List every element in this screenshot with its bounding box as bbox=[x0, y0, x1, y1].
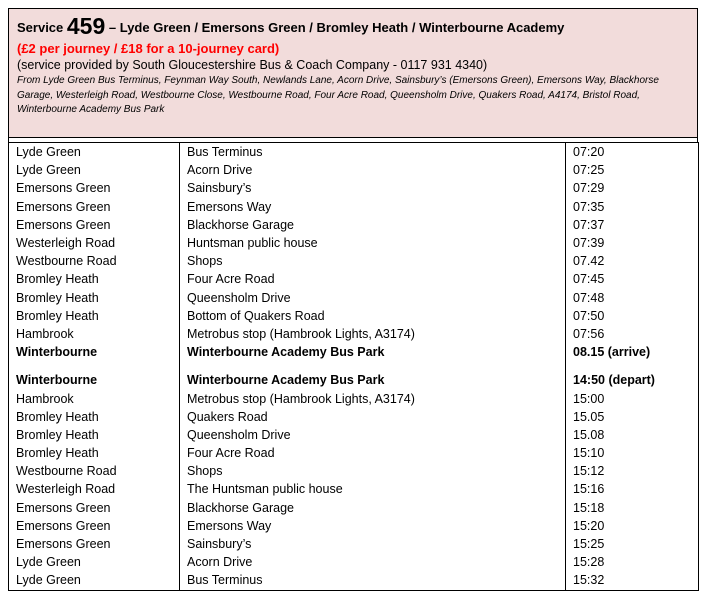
area-cell: Winterbourne bbox=[9, 343, 180, 361]
area-cell: Lyde Green bbox=[9, 553, 180, 571]
area-cell: Hambrook bbox=[9, 389, 180, 407]
stop-cell: Huntsman public house bbox=[180, 234, 566, 252]
fare-info: (£2 per journey / £18 for a 10-journey card) bbox=[17, 41, 280, 56]
stop-cell: The Huntsman public house bbox=[180, 480, 566, 498]
time-cell: 07:37 bbox=[566, 216, 699, 234]
area-cell: Emersons Green bbox=[9, 499, 180, 517]
afternoon-row bbox=[9, 480, 699, 498]
stop-cell: Emersons Way bbox=[180, 517, 566, 535]
stop-cell: Quakers Road bbox=[180, 408, 566, 426]
area-cell: Emersons Green bbox=[9, 216, 180, 234]
section-gap bbox=[9, 361, 699, 371]
time-cell: 15:10 bbox=[566, 444, 699, 462]
time-cell: 07:45 bbox=[566, 270, 699, 288]
time-cell: 15:32 bbox=[566, 571, 699, 590]
area-cell: Bromley Heath bbox=[9, 408, 180, 426]
gap-cell bbox=[9, 361, 180, 371]
morning-row bbox=[9, 270, 699, 288]
stop-cell: Bus Terminus bbox=[180, 143, 566, 162]
area-cell: Hambrook bbox=[9, 325, 180, 343]
area-cell: Bromley Heath bbox=[9, 307, 180, 325]
time-cell: 15:12 bbox=[566, 462, 699, 480]
time-cell: 07:48 bbox=[566, 289, 699, 307]
stop-cell: Four Acre Road bbox=[180, 270, 566, 288]
timetable-sheet bbox=[8, 8, 698, 591]
area-cell: Emersons Green bbox=[9, 179, 180, 197]
morning-row bbox=[9, 179, 699, 197]
stop-cell: Winterbourne Academy Bus Park bbox=[180, 343, 566, 361]
service-word: Service bbox=[17, 20, 64, 35]
area-cell: Bromley Heath bbox=[9, 426, 180, 444]
morning-row bbox=[9, 325, 699, 343]
afternoon-row bbox=[9, 408, 699, 426]
area-cell: Lyde Green bbox=[9, 143, 180, 162]
stop-cell: Sainsbury’s bbox=[180, 179, 566, 197]
area-cell: Bromley Heath bbox=[9, 289, 180, 307]
stop-cell: Acorn Drive bbox=[180, 161, 566, 179]
time-cell: 15:18 bbox=[566, 499, 699, 517]
afternoon-row bbox=[9, 389, 699, 407]
time-cell: 15:28 bbox=[566, 553, 699, 571]
time-cell: 15.05 bbox=[566, 408, 699, 426]
route-detail: From Lyde Green Bus Terminus, Feynman Way South, Newlands Lane, Acorn Drive, Sainsbury’s (Emersons Green), Emersons Way, Blackhorse Garage, Westerleigh Road, Westbourne Close, Westbourne Road, Four Acre Road, Queensholm Drive, Quakers Road, A4174, Bristol Road, Winterbourne Academy Bus Park bbox=[17, 75, 659, 115]
morning-row bbox=[9, 289, 699, 307]
gap-cell bbox=[180, 361, 566, 371]
time-cell: 07:35 bbox=[566, 198, 699, 216]
stop-cell: Queensholm Drive bbox=[180, 426, 566, 444]
area-cell: Bromley Heath bbox=[9, 270, 180, 288]
morning-row bbox=[9, 307, 699, 325]
stop-cell: Metrobus stop (Hambrook Lights, A3174) bbox=[180, 325, 566, 343]
time-cell: 15:20 bbox=[566, 517, 699, 535]
area-cell: Lyde Green bbox=[9, 571, 180, 590]
gap-cell bbox=[566, 361, 699, 371]
time-cell: 15:25 bbox=[566, 535, 699, 553]
stop-cell: Four Acre Road bbox=[180, 444, 566, 462]
stop-cell: Winterbourne Academy Bus Park bbox=[180, 371, 566, 389]
time-cell: 07:39 bbox=[566, 234, 699, 252]
time-cell: 14:50 (depart) bbox=[566, 371, 699, 389]
morning-row bbox=[9, 143, 699, 162]
afternoon-row bbox=[9, 571, 699, 590]
stop-cell: Metrobus stop (Hambrook Lights, A3174) bbox=[180, 389, 566, 407]
time-cell: 07:25 bbox=[566, 161, 699, 179]
stop-cell: Acorn Drive bbox=[180, 553, 566, 571]
morning-row bbox=[9, 161, 699, 179]
stop-cell: Shops bbox=[180, 252, 566, 270]
area-cell: Lyde Green bbox=[9, 161, 180, 179]
morning-row bbox=[9, 198, 699, 216]
area-cell: Westbourne Road bbox=[9, 462, 180, 480]
service-title bbox=[17, 13, 689, 39]
stop-cell: Bus Terminus bbox=[180, 571, 566, 590]
provider-info: (service provided by South Gloucestershire Bus & Coach Company - 0117 931 4340) bbox=[17, 58, 488, 72]
afternoon-row bbox=[9, 444, 699, 462]
area-cell: Emersons Green bbox=[9, 535, 180, 553]
stop-cell: Sainsbury’s bbox=[180, 535, 566, 553]
area-cell: Westerleigh Road bbox=[9, 480, 180, 498]
time-cell: 07:29 bbox=[566, 179, 699, 197]
morning-row bbox=[9, 252, 699, 270]
area-cell: Westbourne Road bbox=[9, 252, 180, 270]
stop-cell: Blackhorse Garage bbox=[180, 216, 566, 234]
timetable-body bbox=[9, 143, 699, 591]
time-cell: 07:56 bbox=[566, 325, 699, 343]
stop-cell: Bottom of Quakers Road bbox=[180, 307, 566, 325]
time-cell: 15:00 bbox=[566, 389, 699, 407]
afternoon-row bbox=[9, 553, 699, 571]
service-header bbox=[8, 8, 698, 138]
area-cell: Emersons Green bbox=[9, 198, 180, 216]
time-cell: 07.42 bbox=[566, 252, 699, 270]
route-title: – Lyde Green / Emersons Green / Bromley Heath / Winterbourne Academy bbox=[108, 20, 565, 35]
afternoon-row bbox=[9, 499, 699, 517]
area-cell: Bromley Heath bbox=[9, 444, 180, 462]
area-cell: Westerleigh Road bbox=[9, 234, 180, 252]
timetable bbox=[8, 142, 699, 591]
morning-row bbox=[9, 216, 699, 234]
stop-cell: Emersons Way bbox=[180, 198, 566, 216]
morning-row bbox=[9, 234, 699, 252]
afternoon-row bbox=[9, 517, 699, 535]
stop-cell: Shops bbox=[180, 462, 566, 480]
area-cell: Winterbourne bbox=[9, 371, 180, 389]
afternoon-row bbox=[9, 426, 699, 444]
afternoon-row bbox=[9, 371, 699, 389]
time-cell: 15.08 bbox=[566, 426, 699, 444]
afternoon-row bbox=[9, 462, 699, 480]
time-cell: 07:20 bbox=[566, 143, 699, 162]
time-cell: 08.15 (arrive) bbox=[566, 343, 699, 361]
morning-row bbox=[9, 343, 699, 361]
area-cell: Emersons Green bbox=[9, 517, 180, 535]
stop-cell: Blackhorse Garage bbox=[180, 499, 566, 517]
time-cell: 15:16 bbox=[566, 480, 699, 498]
time-cell: 07:50 bbox=[566, 307, 699, 325]
afternoon-row bbox=[9, 535, 699, 553]
stop-cell: Queensholm Drive bbox=[180, 289, 566, 307]
service-number: 459 bbox=[66, 13, 106, 39]
